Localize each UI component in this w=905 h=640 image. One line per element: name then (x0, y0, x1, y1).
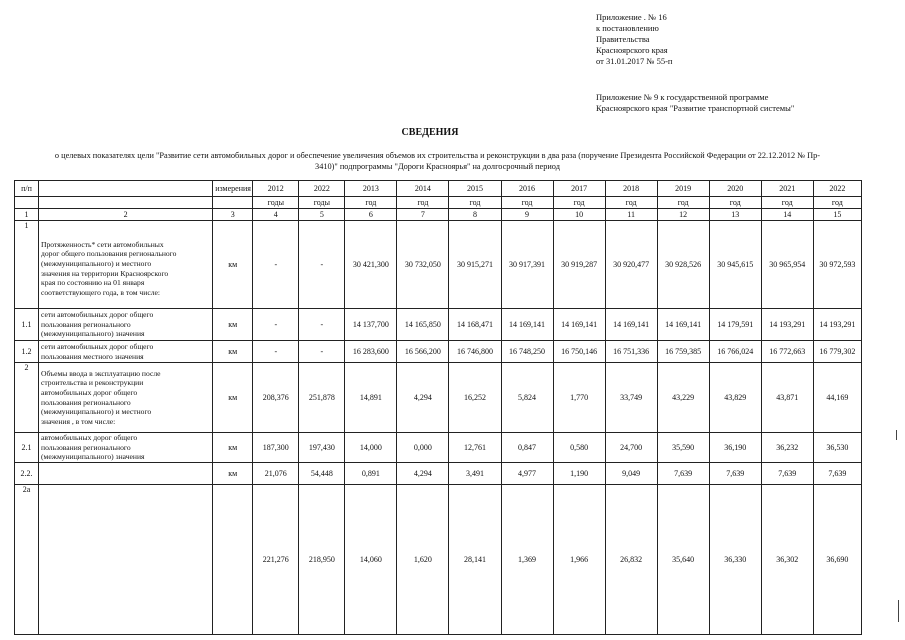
unit-cell: км (213, 433, 253, 463)
value-cell: 3,491 (449, 463, 501, 485)
header-row (15, 181, 862, 197)
value-cell: 0,847 (501, 433, 553, 463)
indicator-name-line: автомобильных дорог общего (41, 433, 138, 443)
indicator-name-line: сети автомобильных дорог общего (41, 341, 154, 351)
indicator-name-line: пользования местного значения (41, 351, 144, 361)
table-row (15, 433, 862, 463)
header-cell: 1 (15, 209, 39, 221)
value-cell: 30 945,615 (709, 221, 761, 309)
header-cell (213, 197, 253, 209)
value-cell: 36,302 (761, 485, 813, 635)
header-cell: 12 (657, 209, 709, 221)
table-row (15, 485, 862, 635)
indicator-name-line: пользования регионального (41, 397, 131, 407)
header-cell: 2015 (449, 181, 501, 197)
value-cell: 0,891 (345, 463, 397, 485)
subtitle-line: 3410)" подпрограммы "Дороги Красноярья" на долгосрочный период (315, 161, 560, 171)
value-cell: 33,749 (605, 363, 657, 433)
unit-cell: км (213, 463, 253, 485)
value-cell: 1,369 (501, 485, 553, 635)
value-cell: 7,639 (709, 463, 761, 485)
value-cell: 30 972,593 (813, 221, 861, 309)
value-cell: 14 168,471 (449, 309, 501, 341)
indicator-name-line: (межмуниципального) значения (41, 452, 145, 462)
unit-cell: км (213, 341, 253, 363)
value-cell: 16 751,336 (605, 341, 657, 363)
header-cell: 2016 (501, 181, 553, 197)
header-cell: 5 (299, 209, 345, 221)
header-cell: 9 (501, 209, 553, 221)
header-cell: 4 (253, 209, 299, 221)
value-cell: 1,770 (553, 363, 605, 433)
value-cell: 208,376 (253, 363, 299, 433)
indicator-name (39, 341, 213, 363)
text-line: Приложение № 9 к государственной программе (596, 92, 769, 102)
header-cell: 2020 (709, 181, 761, 197)
value-cell: 5,824 (501, 363, 553, 433)
header-cell: измерения (213, 181, 253, 197)
value-cell: 14 165,850 (397, 309, 449, 341)
indicator-name-line: дорог общего пользования регионального (41, 249, 177, 259)
value-cell: 7,639 (761, 463, 813, 485)
header-cell: 2022 (299, 181, 345, 197)
value-cell: 14,000 (345, 433, 397, 463)
text-line: Красноярского края "Развитие транспортной системы" (596, 103, 795, 113)
value-cell: 16 759,385 (657, 341, 709, 363)
text-line: Приложение . № 16 (596, 12, 667, 22)
value-cell: 7,639 (813, 463, 861, 485)
value-cell: 16 750,146 (553, 341, 605, 363)
value-cell: 44,169 (813, 363, 861, 433)
value-cell: 24,700 (605, 433, 657, 463)
header-cell: год (449, 197, 501, 209)
header-cell: 2017 (553, 181, 605, 197)
value-cell: 30 920,477 (605, 221, 657, 309)
unit-cell (213, 485, 253, 635)
indicator-name-line: (межмуниципального) и местного (41, 258, 152, 268)
header-cell: год (345, 197, 397, 209)
value-cell: - (299, 221, 345, 309)
value-cell: 30 421,300 (345, 221, 397, 309)
appendix-block-decree (596, 12, 672, 67)
indicator-name-line: автомобильных дорог общего (41, 387, 138, 397)
header-cell: год (501, 197, 553, 209)
value-cell: - (253, 309, 299, 341)
value-cell: 14 169,141 (605, 309, 657, 341)
value-cell: 36,232 (761, 433, 813, 463)
indicator-name-line: Объемы ввода в эксплуатацию после (41, 368, 161, 378)
value-cell: 187,300 (253, 433, 299, 463)
indicator-name-line: края по состоянию на 01 января (41, 278, 145, 288)
indicator-name-line: сети автомобильных дорог общего (41, 310, 154, 320)
header-cell: 3 (213, 209, 253, 221)
text-line: Красноярского края (596, 45, 668, 55)
indicator-name (39, 221, 213, 309)
indicator-name-line: (межмуниципального) и местного (41, 407, 152, 417)
header-cell: год (397, 197, 449, 209)
row-number: 2 (15, 363, 39, 433)
value-cell: 30 915,271 (449, 221, 501, 309)
value-cell: 36,190 (709, 433, 761, 463)
value-cell: 4,294 (397, 463, 449, 485)
subtitle-line: о целевых показателях цели "Развитие сети автомобильных дорог и обеспечение увеличения объемов их строительства и реконструкции в два раза (поручение Президента Российской Федерации от 22.12.2012 № Пр- (54, 151, 821, 160)
value-cell: 30 965,954 (761, 221, 813, 309)
indicator-name (39, 463, 213, 485)
value-cell: 1,620 (397, 485, 449, 635)
header-cell (15, 197, 39, 209)
value-cell: 30 732,050 (397, 221, 449, 309)
header-cell: годы (253, 197, 299, 209)
value-cell: 16,252 (449, 363, 501, 433)
table-row (15, 221, 862, 309)
value-cell: 16 746,800 (449, 341, 501, 363)
value-cell: 36,530 (813, 433, 861, 463)
scan-mark (896, 430, 897, 440)
value-cell: 7,639 (657, 463, 709, 485)
value-cell: 1,966 (553, 485, 605, 635)
indicators-table (14, 180, 862, 635)
scan-mark (898, 600, 899, 622)
row-number: 1.1 (15, 309, 39, 341)
row-number: 2.2. (15, 463, 39, 485)
value-cell: 12,761 (449, 433, 501, 463)
indicator-name-line: соответствующего года, в том числе: (41, 287, 160, 297)
value-cell: 14 193,291 (761, 309, 813, 341)
value-cell: 14 193,291 (813, 309, 861, 341)
header-cell: год (709, 197, 761, 209)
header-cell: годы (299, 197, 345, 209)
value-cell: 43,229 (657, 363, 709, 433)
value-cell: 221,276 (253, 485, 299, 635)
header-cell: 2012 (253, 181, 299, 197)
value-cell: 21,076 (253, 463, 299, 485)
indicator-name (39, 433, 213, 463)
value-cell: 14 169,141 (501, 309, 553, 341)
value-cell: 30 928,526 (657, 221, 709, 309)
value-cell: 36,690 (813, 485, 861, 635)
header-cell: год (605, 197, 657, 209)
value-cell: 16 283,600 (345, 341, 397, 363)
header-cell: 2 (39, 209, 213, 221)
value-cell: 4,294 (397, 363, 449, 433)
value-cell: 14 179,591 (709, 309, 761, 341)
value-cell: 251,878 (299, 363, 345, 433)
indicator-name (39, 363, 213, 433)
header-cell: год (553, 197, 605, 209)
row-number: 1 (15, 221, 39, 309)
header-cell (39, 197, 213, 209)
value-cell: 0,580 (553, 433, 605, 463)
value-cell: 36,330 (709, 485, 761, 635)
indicator-name-line: пользования регионального (41, 442, 131, 452)
indicator-name (39, 485, 213, 635)
value-cell: 197,430 (299, 433, 345, 463)
unit-cell: км (213, 309, 253, 341)
header-cell: 6 (345, 209, 397, 221)
value-cell: 1,190 (553, 463, 605, 485)
header-cell: год (657, 197, 709, 209)
document-subtitle (15, 151, 860, 172)
unit-cell: км (213, 363, 253, 433)
header-cell: 11 (605, 209, 657, 221)
header-cell: год (761, 197, 813, 209)
indicator-name (39, 309, 213, 341)
indicator-name-line: значения , в том числе: (41, 416, 116, 426)
text-line: к постановлению (596, 23, 659, 33)
value-cell: 16 748,250 (501, 341, 553, 363)
header-cell: 2021 (761, 181, 813, 197)
value-cell: - (299, 309, 345, 341)
header-cell: год (813, 197, 861, 209)
header-cell: 15 (813, 209, 861, 221)
row-number: 2а (15, 485, 39, 635)
table-row (15, 341, 862, 363)
header-cell: 2022 (813, 181, 861, 197)
unit-cell: км (213, 221, 253, 309)
value-cell: 30 919,287 (553, 221, 605, 309)
value-cell: 54,448 (299, 463, 345, 485)
row-number: 2.1 (15, 433, 39, 463)
value-cell: 16 772,663 (761, 341, 813, 363)
header-cell: 7 (397, 209, 449, 221)
value-cell: 9,049 (605, 463, 657, 485)
value-cell: - (299, 341, 345, 363)
header-cell: 2013 (345, 181, 397, 197)
value-cell: 14,060 (345, 485, 397, 635)
value-cell: 14 169,141 (553, 309, 605, 341)
document-title: СВЕДЕНИЯ (401, 127, 459, 138)
value-cell: 35,640 (657, 485, 709, 635)
header-cell: 13 (709, 209, 761, 221)
header-cell (39, 181, 213, 197)
header-cell: 10 (553, 209, 605, 221)
value-cell: 14,891 (345, 363, 397, 433)
value-cell: 43,871 (761, 363, 813, 433)
indicator-name-line: значения на территории Красноярского (41, 268, 169, 278)
value-cell: 35,590 (657, 433, 709, 463)
value-cell: 16 566,200 (397, 341, 449, 363)
indicator-name-line: (межмуниципального) значения (41, 329, 145, 339)
header-row (15, 197, 862, 209)
indicator-name-line: Протяженность* сети автомобильных (41, 239, 164, 249)
value-cell: 218,950 (299, 485, 345, 635)
value-cell: 14 137,700 (345, 309, 397, 341)
header-cell: 2019 (657, 181, 709, 197)
value-cell: 14 169,141 (657, 309, 709, 341)
table-row (15, 463, 862, 485)
text-line: от 31.01.2017 № 55-п (596, 56, 673, 66)
header-cell: 8 (449, 209, 501, 221)
value-cell: - (253, 221, 299, 309)
value-cell: 43,829 (709, 363, 761, 433)
value-cell: 28,141 (449, 485, 501, 635)
row-number: 1.2 (15, 341, 39, 363)
text-line: Правительства (596, 34, 650, 44)
value-cell: - (253, 341, 299, 363)
table-row (15, 363, 862, 433)
value-cell: 30 917,391 (501, 221, 553, 309)
indicator-name-line: пользования регионального (41, 319, 131, 329)
table-row (15, 309, 862, 341)
header-row (15, 209, 862, 221)
indicator-name-line: строительства и реконструкции (41, 378, 144, 388)
header-cell: п/п (15, 181, 39, 197)
value-cell: 26,832 (605, 485, 657, 635)
appendix-block-program (596, 92, 794, 114)
value-cell: 16 766,024 (709, 341, 761, 363)
header-cell: 14 (761, 209, 813, 221)
value-cell: 0,000 (397, 433, 449, 463)
value-cell: 4,977 (501, 463, 553, 485)
header-cell: 2018 (605, 181, 657, 197)
value-cell: 16 779,302 (813, 341, 861, 363)
header-cell: 2014 (397, 181, 449, 197)
